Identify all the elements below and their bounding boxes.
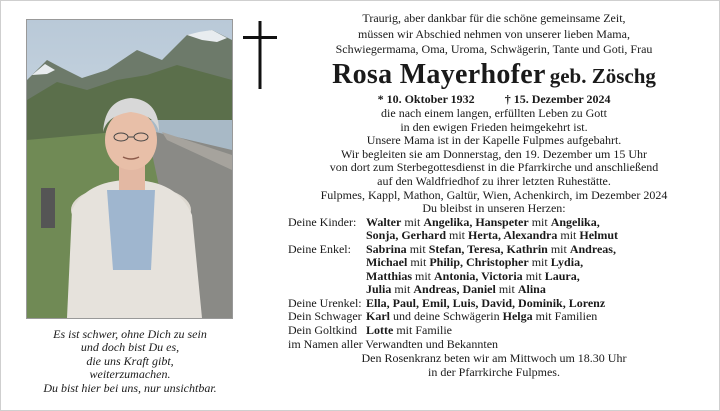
- relatives-names: Michael mit Philip, Christopher mit Lydia,: [366, 255, 584, 270]
- relatives-row: [279, 256, 709, 270]
- body-line: Wir begleiten sie am Donnerstag, den 19. Dezember um 15 Uhr: [340, 146, 648, 161]
- relatives-label: Dein Schwager: [288, 309, 362, 324]
- relatives-names: Sonja, Gerhard mit Herta, Alexandra mit Helmut: [366, 228, 619, 243]
- relatives-label: [279, 283, 366, 297]
- relatives-label: Deine Enkel:: [288, 241, 351, 256]
- poem-line: weiterzumachen.: [89, 367, 171, 382]
- relatives-row: [279, 324, 709, 338]
- death-date: † 15. Dezember 2024: [504, 92, 611, 107]
- rosary-line: in der Pfarrkirche Fulpmes.: [428, 364, 560, 379]
- relatives-row: [279, 216, 709, 230]
- poem-line: Du bist hier bei uns, nur unsichtbar.: [43, 380, 217, 395]
- body-line: die nach einem langen, erfüllten Leben zu Gott: [381, 106, 607, 121]
- relatives-row: [279, 283, 709, 297]
- relatives-label: Deine Urenkel:: [288, 295, 362, 310]
- notice-text: [279, 11, 709, 379]
- relatives-names: Julia mit Andreas, Daniel mit Alina: [366, 282, 546, 297]
- body-line: Fulpmes, Kappl, Mathon, Galtür, Wien, Achenkirch, im Dezember 2024: [320, 187, 668, 202]
- relatives-label: [279, 270, 366, 284]
- intro-line: Traurig, aber dankbar für die schöne gemeinsame Zeit,: [362, 11, 626, 25]
- relatives-row: [279, 270, 709, 284]
- body-line: Unsere Mama ist in der Kapelle Fulpmes aufgebahrt.: [366, 133, 622, 148]
- rosary-line: Den Rosenkranz beten wir am Mittwoch um 18.30 Uhr: [361, 350, 627, 365]
- birth-name: geb. Zöschg: [549, 64, 656, 89]
- relatives-row: [279, 297, 709, 311]
- portrait-photo: [26, 19, 233, 319]
- notice-closing: [279, 338, 709, 379]
- life-dates: [279, 92, 709, 107]
- memorial-poem: [19, 328, 241, 395]
- relatives-row: [279, 229, 709, 243]
- relatives-label: Deine Kinder:: [288, 214, 357, 229]
- relatives-row: [279, 310, 709, 324]
- intro-line: müssen wir Abschied nehmen von unserer lieben Mama,: [358, 26, 630, 41]
- relatives-names: Sabrina mit Stefan, Teresa, Kathrin mit Andreas,: [366, 241, 616, 256]
- poem-line: die uns Kraft gibt,: [86, 353, 174, 368]
- relatives-names: Lotte mit Familie: [366, 322, 452, 337]
- relatives-label: [279, 229, 366, 243]
- relatives-list: [279, 216, 709, 338]
- notice-body: [279, 107, 709, 216]
- relatives-names: Ella, Paul, Emil, Luis, David, Dominik, Lorenz: [366, 295, 606, 310]
- relatives-names: Karl und deine Schwägerin Helga mit Familien: [366, 309, 598, 324]
- body-line: auf den Waldfriedhof zu ihrer letzten Ruhestätte.: [377, 174, 611, 189]
- relatives-row: [279, 243, 709, 257]
- cross-icon: [243, 21, 277, 89]
- intro-line: Schwiegermama, Oma, Uroma, Schwägerin, Tante und Goti, Frau: [335, 42, 653, 57]
- poem-line: Es ist schwer, ohne Dich zu sein: [53, 327, 207, 341]
- body-line: Du bleibst in unseren Herzen:: [422, 201, 566, 216]
- closing-line: im Namen aller Verwandten und Bekannten: [288, 337, 499, 352]
- deceased-name-row: [279, 59, 709, 89]
- relatives-label: Dein Goltkind: [288, 322, 357, 337]
- intro-text: [279, 11, 709, 58]
- relatives-names: Walter mit Angelika, Hanspeter mit Angelika,: [366, 214, 600, 229]
- poem-line: und doch bist Du es,: [80, 340, 180, 355]
- deceased-name: Rosa Mayerhofer: [332, 59, 546, 91]
- relatives-label: [279, 256, 366, 270]
- body-line: in den ewigen Frieden heimgekehrt ist.: [400, 119, 588, 134]
- relatives-names: Matthias mit Antonia, Victoria mit Laura,: [366, 268, 580, 283]
- body-line: von dort zum Sterbegottesdienst in die Pfarrkirche und anschließend: [329, 160, 659, 175]
- birth-date: * 10. Oktober 1932: [377, 92, 475, 107]
